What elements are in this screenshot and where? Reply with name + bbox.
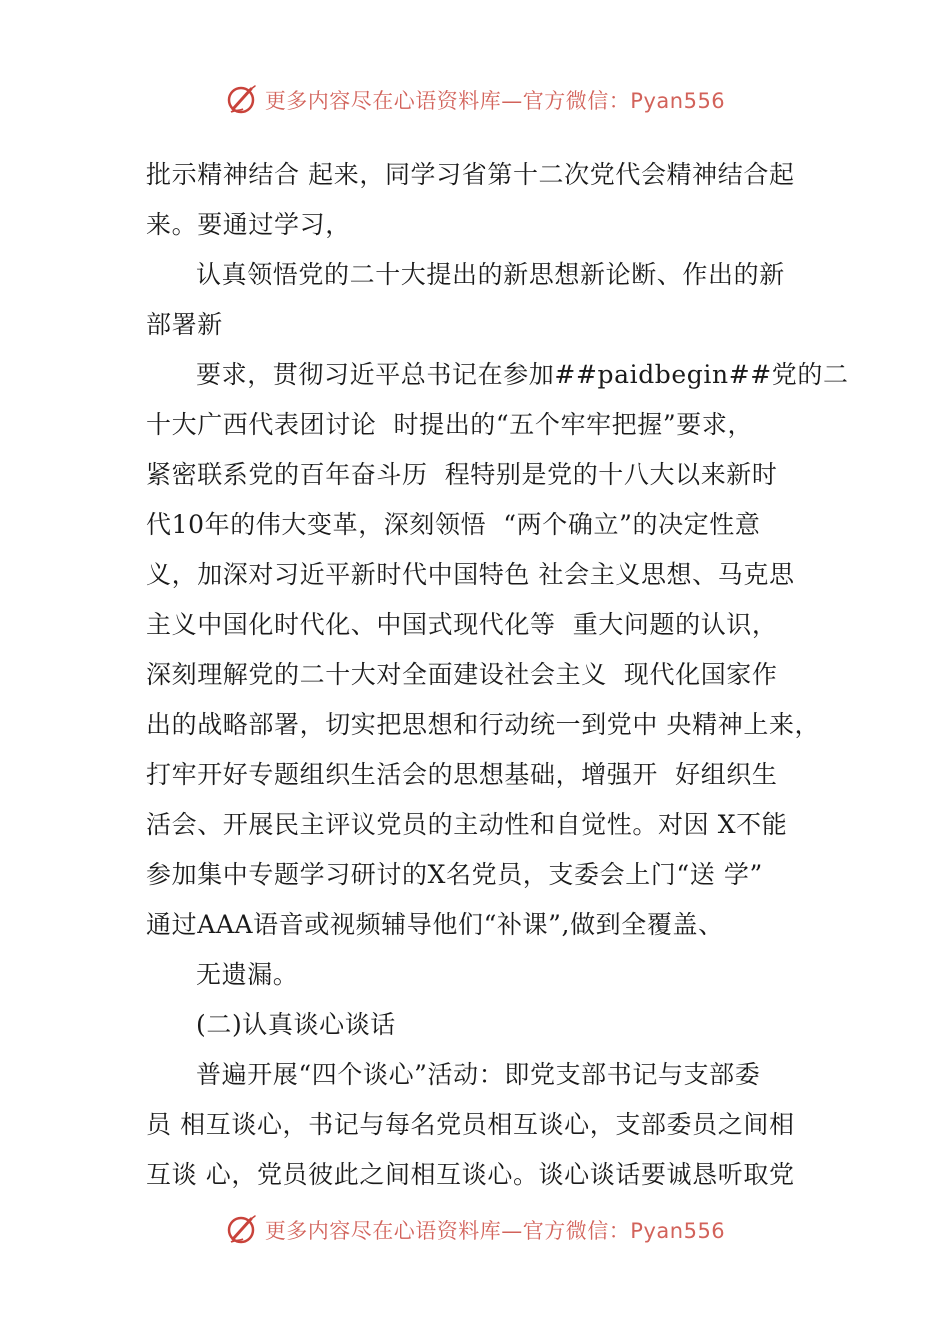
text-line: 互谈 心，党员彼此之间相互谈心。谈心谈话要诚恳听取党: [146, 1160, 795, 1189]
text-line: 普遍开展“四个谈心”活动：即党支部书记与支部委: [196, 1060, 761, 1089]
text-line: 批示精神结合 起来，同学习省第十二次党代会精神结合起: [146, 160, 795, 189]
text-line: 无遗漏。: [196, 960, 299, 989]
text-line: 出的战略部署，切实把思想和行动统一到党中 央精神上来，: [146, 710, 821, 739]
text-line: 十大广西代表团讨论 时提出的“五个牢牢把握”要求，: [146, 410, 754, 439]
text-line: 代10年的伟大变革，深刻领悟 “两个确立”的决定性意: [146, 510, 761, 539]
header-watermark-banner: [0, 80, 950, 120]
text-line: 员 相互谈心，书记与每名党员相互谈心，支部委员之间相: [146, 1110, 795, 1139]
watermark-text: 更多内容尽在心语资料库—官方微信：Pyan556: [264, 89, 726, 113]
text-line: 通过AAA语音或视频辅导他们“补课”,做到全覆盖、: [146, 910, 724, 939]
text-line: 深刻理解党的二十大对全面建设社会主义 现代化国家作: [146, 660, 778, 689]
text-line: 要求，贯彻习近平总书记在参加##paidbegin##党的二: [196, 360, 849, 389]
text-line: 紧密联系党的百年奋斗历 程特别是党的十八大以来新时: [146, 460, 778, 489]
text-line: 参加集中专题学习研讨的X名党员，支委会上门“送 学”: [146, 860, 763, 889]
text-line: 主义中国化时代化、中国式现代化等 重大问题的认识，: [146, 610, 778, 639]
text-line: (二)认真谈心谈话: [196, 1010, 396, 1039]
text-line: 打牢开好专题组织生活会的思想基础，增强开 好组织生: [146, 760, 778, 789]
pen-logo-icon: [225, 1213, 259, 1247]
text-line: 认真领悟党的二十大提出的新思想新论断、作出的新: [196, 260, 785, 289]
watermark-text: 更多内容尽在心语资料库—官方微信：Pyan556: [264, 1219, 726, 1243]
pen-logo-icon: [225, 83, 259, 117]
text-line: 部署新: [146, 310, 223, 339]
text-line: 活会、开展民主评议党员的主动性和自觉性。对因 X不能: [146, 810, 788, 839]
footer-watermark-banner: [0, 1210, 950, 1250]
text-line: 来。要通过学习，: [146, 210, 351, 239]
text-line: 义，加深对习近平新时代中国特色 社会主义思想、马克思: [146, 560, 795, 589]
document-body: [146, 150, 849, 1200]
